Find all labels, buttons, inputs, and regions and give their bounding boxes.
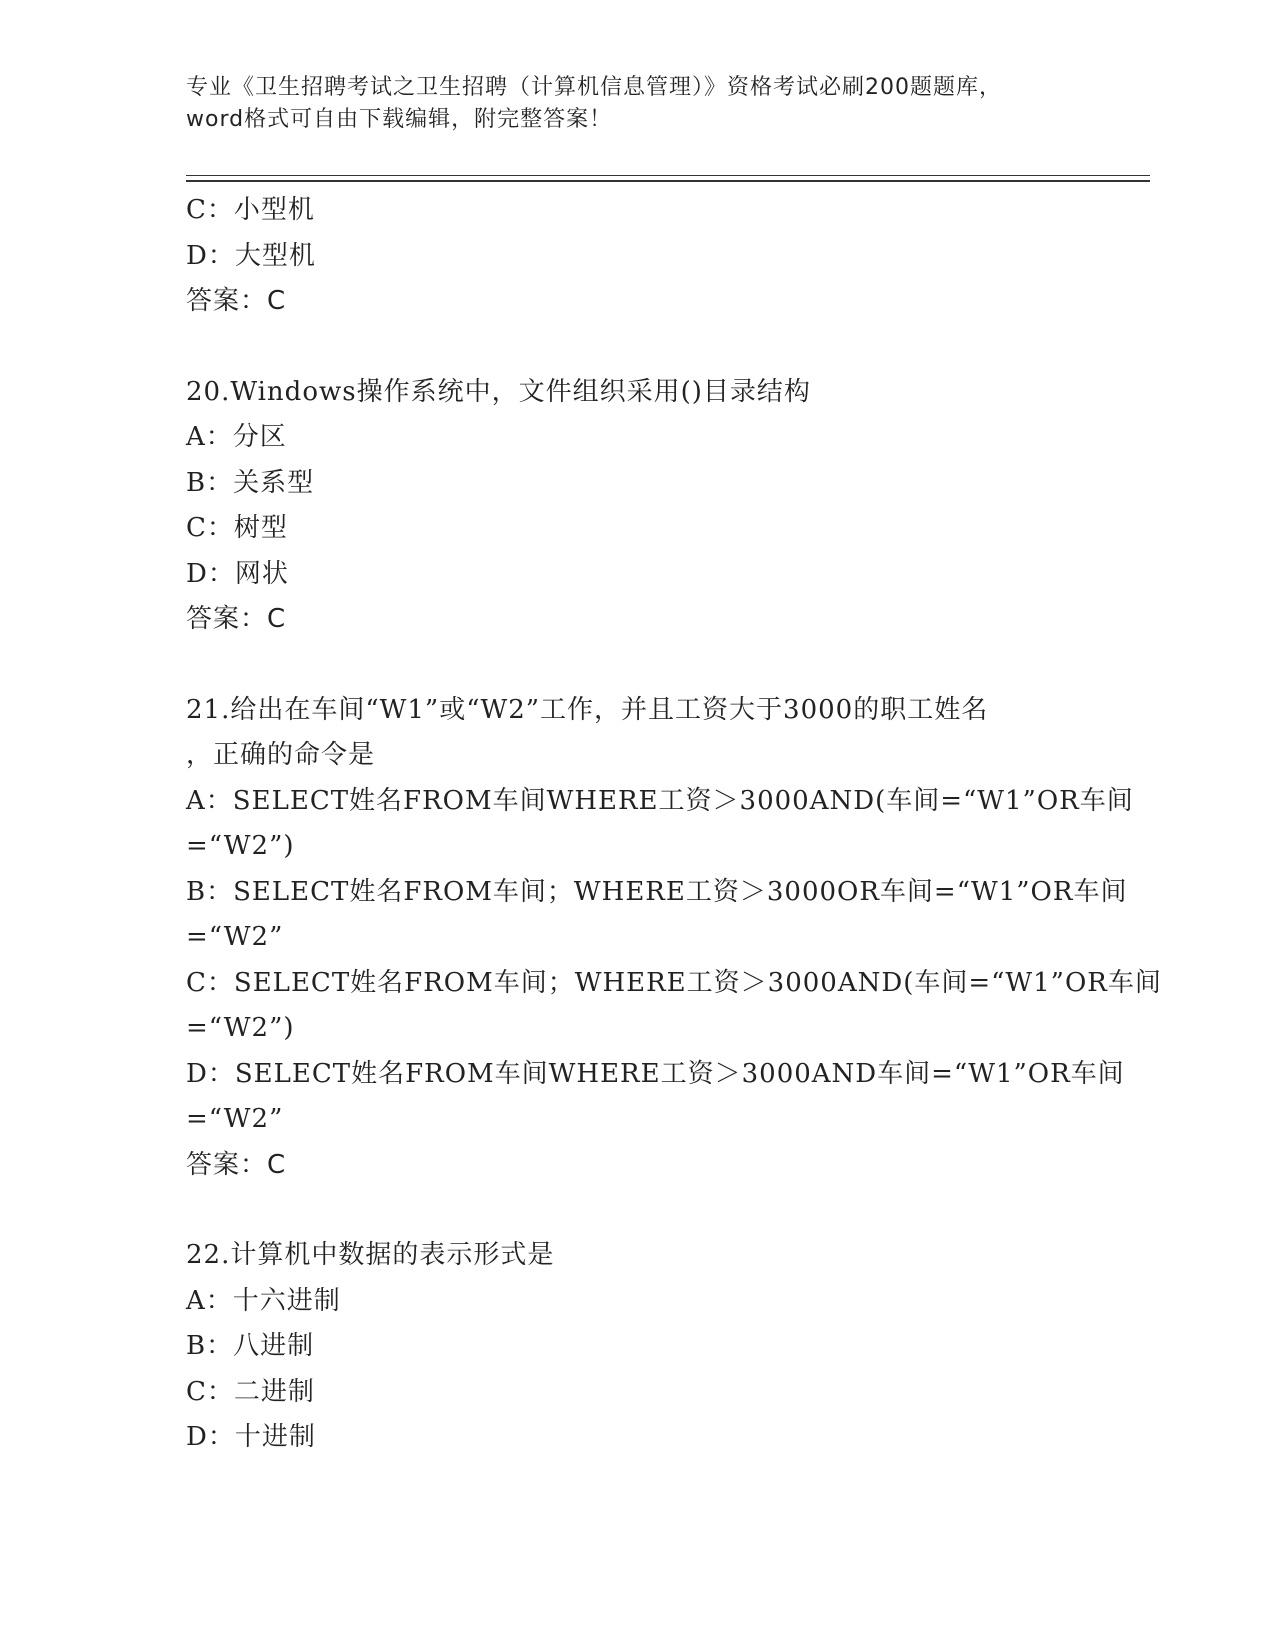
q21-option-b-line-2: =“W2” (186, 922, 284, 952)
q21-option-a-line-2: =“W2”) (186, 831, 295, 861)
header-divider-bottom (186, 180, 1150, 182)
q22-option-a: A：十六进制 (186, 1285, 341, 1316)
q19-option-d: D：大型机 (186, 240, 316, 271)
question-22-block (186, 1233, 1086, 1461)
q21-option-c-line-2: =“W2”) (186, 1013, 295, 1043)
question-list (186, 188, 1162, 1461)
question-20-block (186, 370, 1086, 643)
question-21-block (186, 688, 1162, 1189)
q20-option-d: D：网状 (186, 558, 289, 589)
header-divider-top (186, 175, 1150, 176)
spacer (186, 325, 1086, 370)
header-line-2: word格式可自由下载编辑，附完整答案！ (186, 107, 613, 132)
q20-option-c: C：树型 (186, 513, 288, 543)
q22-option-c: C：二进制 (186, 1376, 315, 1407)
q21-option-b-line-1: B：SELECT姓名FROM车间；WHERE工资＞3000OR车间=“W1”OR车间 (186, 876, 1128, 907)
q22-question: 22.计算机中数据的表示形式是 (186, 1240, 555, 1270)
q21-option-a-line-1: A：SELECT姓名FROM车间WHERE工资＞3000AND(车间=“W1”OR车间 (186, 785, 1134, 816)
q20-option-a: A：分区 (186, 422, 287, 452)
q19-answer: 答案：C (186, 286, 287, 316)
q22-option-d: D：十进制 (186, 1422, 316, 1452)
q21-answer: 答案：C (186, 1149, 287, 1180)
q21-option-d-line-1: D：SELECT姓名FROM车间WHERE工资＞3000AND车间=“W1”OR车间 (186, 1058, 1125, 1089)
q21-option-d-line-2: =“W2” (186, 1104, 284, 1134)
question-19-block (186, 188, 1086, 325)
q21-question-line-2: ，正确的命令是 (186, 740, 376, 770)
spacer (186, 1188, 1086, 1233)
header-line-1: 专业《卫生招聘考试之卫生招聘（计算机信息管理）》资格考试必刷200题题库， (186, 75, 1002, 100)
q19-option-c: C：小型机 (186, 195, 315, 225)
q22-option-b: B：八进制 (186, 1331, 315, 1361)
q21-option-c-line-1: C：SELECT姓名FROM车间；WHERE工资＞3000AND(车间=“W1”OR车间 (186, 967, 1162, 998)
q20-answer: 答案：C (186, 604, 287, 634)
q20-option-b: B：关系型 (186, 467, 315, 498)
spacer (186, 643, 1086, 688)
q20-question: 20.Windows操作系统中，文件组织采用()目录结构 (186, 376, 811, 407)
q21-question-line-1: 21.给出在车间“W1”或“W2”工作，并且工资大于3000的职工姓名 (186, 694, 989, 725)
document-header (186, 72, 1086, 136)
